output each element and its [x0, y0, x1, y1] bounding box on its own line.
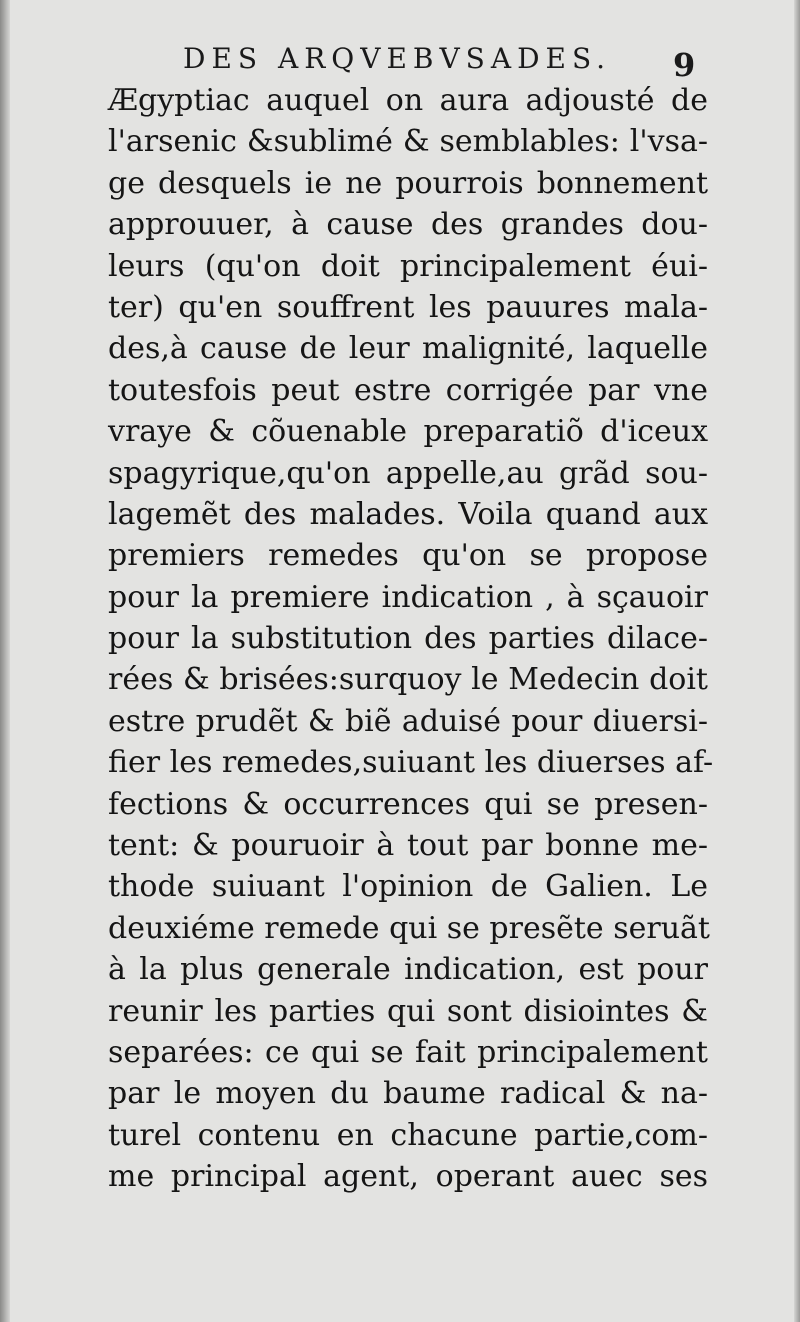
text-line: ter) qu'en souffrent les pauures mala- — [108, 289, 708, 325]
text-line: vraye & cõuenable preparatiõ d'iceux — [108, 414, 708, 450]
text-line: pour la substitution des parties dilace- — [108, 621, 708, 657]
text-line: fier les remedes,suiuant les diuerses af- — [108, 745, 714, 781]
text-line: turel contenu en chacune partie,com- — [108, 1117, 708, 1153]
running-title: DES ARQVEBVSADES. — [183, 42, 612, 75]
text-line: lagemẽt des malades. Voila quand aux — [108, 496, 708, 532]
text-line: deuxiéme remede qui se presẽte seruãt — [108, 910, 710, 946]
text-line: fections & occurrences qui se presen- — [108, 786, 708, 822]
text-line: estre prudẽt & biẽ aduisé pour diuersi- — [108, 703, 708, 739]
text-line: thode suiuant l'opinion de Galien. Le — [108, 869, 708, 905]
text-line: reunir les parties qui sont disiointes & — [108, 993, 708, 1029]
text-line: leurs (qu'on doit principalement éui- — [108, 248, 708, 284]
text-line: l'arsenic &sublimé & semblables: l'vsa- — [108, 124, 708, 160]
text-line: rées & brisées:surquoy le Medecin doit — [108, 662, 708, 698]
text-line: pour la premiere indication , à sçauoir — [108, 579, 708, 615]
page-gutter-shadow — [0, 0, 10, 1322]
page-number: 9 — [673, 46, 696, 84]
page-header — [183, 42, 703, 82]
text-line: spagyrique,qu'on appelle,au grãd sou- — [108, 455, 708, 491]
text-line: toutesfois peut estre corrigée par vne — [108, 372, 708, 408]
text-line: separées: ce qui se fait principalement — [108, 1034, 708, 1070]
text-line: ge desquels ie ne pourrois bonnement — [108, 165, 708, 201]
text-line: me principal agent, operant auec ses — [108, 1159, 708, 1195]
text-line: des,à cause de leur malignité, laquelle — [108, 331, 708, 367]
text-line: par le moyen du baume radical & na- — [108, 1076, 708, 1112]
page-edge-shadow — [794, 0, 800, 1322]
text-line: à la plus generale indication, est pour — [108, 952, 708, 988]
text-line: premiers remedes qu'on se propose — [108, 538, 708, 574]
text-line: approuuer, à cause des grandes dou- — [108, 207, 708, 243]
text-line: Ægyptiac auquel on aura adjousté de — [108, 83, 708, 118]
text-line: tent: & pouruoir à tout par bonne me- — [108, 828, 708, 864]
body-text — [108, 80, 714, 1198]
